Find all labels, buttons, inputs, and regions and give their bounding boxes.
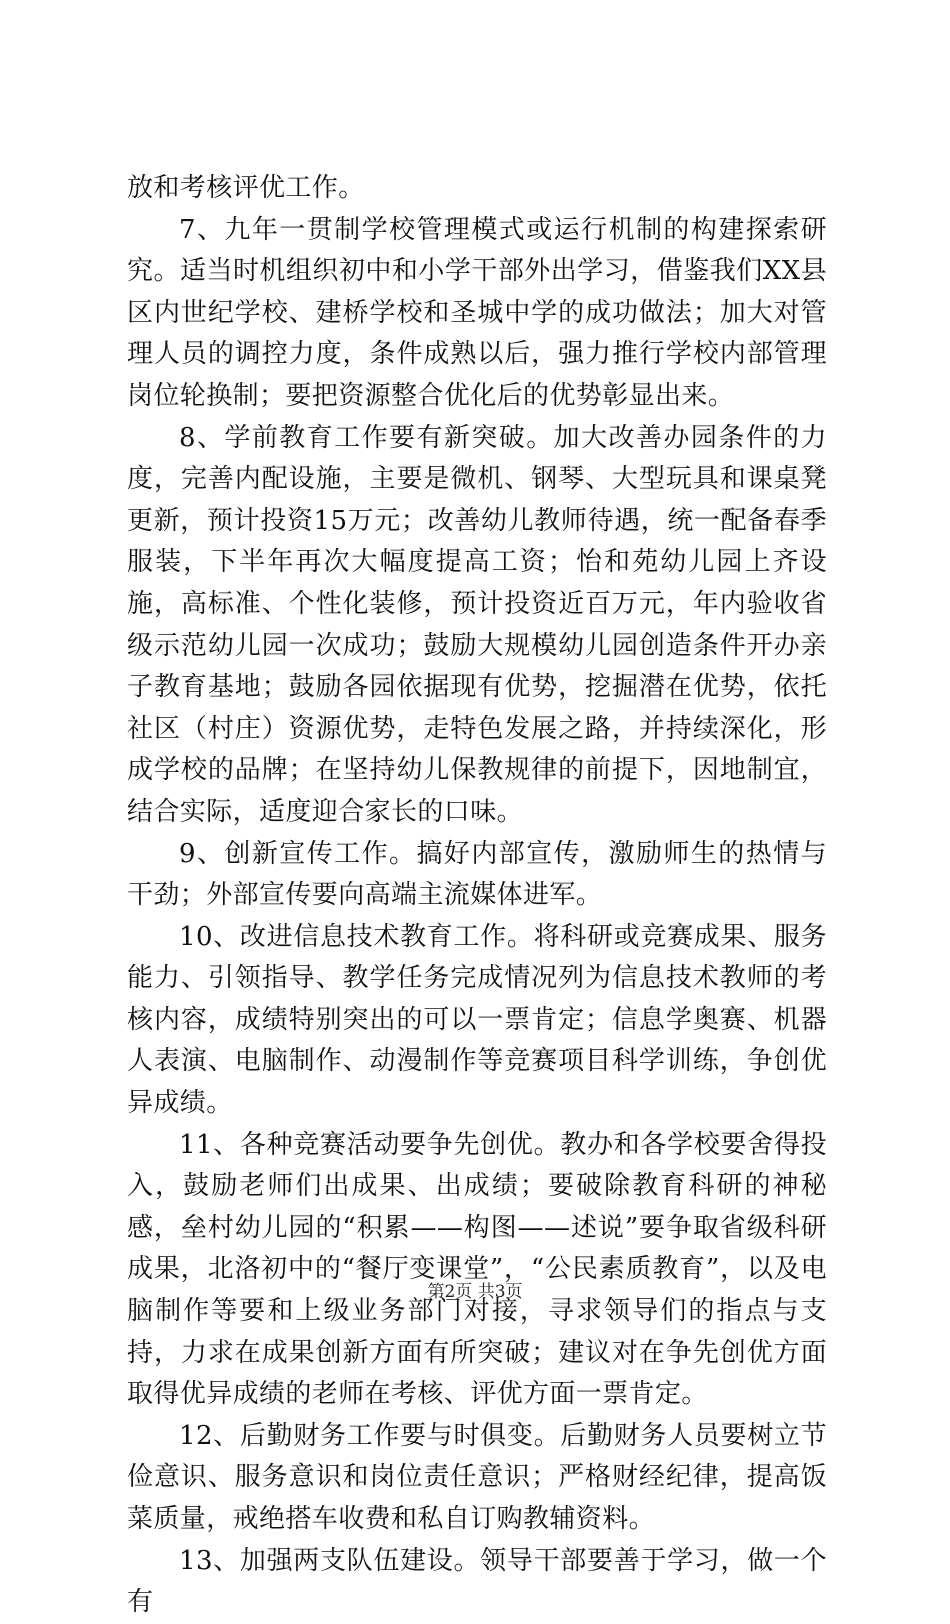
paragraph-item-13: 13、加强两支队伍建设。领导干部要善于学习，做一个有	[127, 1545, 827, 1618]
page-number-label: 第2页 共3页	[427, 1282, 523, 1302]
paragraph-item-11: 11、各种竞赛活动要争先创优。教办和各学校要舍得投入，鼓励老师们出成果、出成绩；要破除教育科研的神秘感，垒村幼儿园的“积累——构图——述说”要争取省级科研成果，北洛初中的“餐厅变课堂”，“公民素质教育”，以及电脑制作等要和上级业务部门对接，寻求领导们的指点与支持，力求在成果创新方面有所突破；建议对在争先创优方面取得优异成绩的老师在考核、评优方面一票肯定。	[127, 1129, 827, 1410]
paragraph-item-8: 8、学前教育工作要有新突破。加大改善办园条件的力度，完善内配设施，主要是微机、钢琴、大型玩具和课桌凳更新，预计投资15万元；改善幼儿教师待遇，统一配备春季服装，下半年再次大幅度提高工资；怡和苑幼儿园上齐设施，高标准、个性化装修，预计投资近百万元，年内验收省级示范幼儿园一次成功；鼓励大规模幼儿园创造条件开办亲子教育基地；鼓励各园依据现有优势，挖掘潜在优势，依托社区（村庄）资源优势，走特色发展之路，并持续深化，形成学校的品牌；在坚持幼儿保教规律的前提下，因地制宜，结合实际，适度迎合家长的口味。	[127, 422, 827, 827]
paragraph-item-9: 9、创新宣传工作。搞好内部宣传，激励师生的热情与干劲；外部宣传要向高端主流媒体进军。	[127, 838, 827, 911]
page-footer	[0, 1281, 950, 1303]
paragraph-continuation: 放和考核评优工作。	[127, 173, 365, 203]
paragraph-item-12: 12、后勤财务工作要与时俱变。后勤财务人员要树立节俭意识、服务意识和岗位责任意识；严格财经纪律，提高饭菜质量，戒绝搭车收费和私自订购教辅资料。	[127, 1420, 827, 1534]
document-body	[127, 168, 827, 1624]
paragraph-item-7: 7、九年一贯制学校管理模式或运行机制的构建探索研究。适当时机组织初中和小学干部外出学习，借鉴我们XX县区内世纪学校、建桥学校和圣城中学的成功做法；加大对管理人员的调控力度，条件成熟以后，强力推行学校内部管理岗位轮换制；要把资源整合优化后的优势彰显出来。	[127, 214, 827, 411]
paragraph-item-10: 10、改进信息技术教育工作。将科研或竞赛成果、服务能力、引领指导、教学任务完成情况列为信息技术教师的考核内容，成绩特别突出的可以一票肯定；信息学奥赛、机器人表演、电脑制作、动漫制作等竞赛项目科学训练，争创优异成绩。	[127, 921, 827, 1119]
